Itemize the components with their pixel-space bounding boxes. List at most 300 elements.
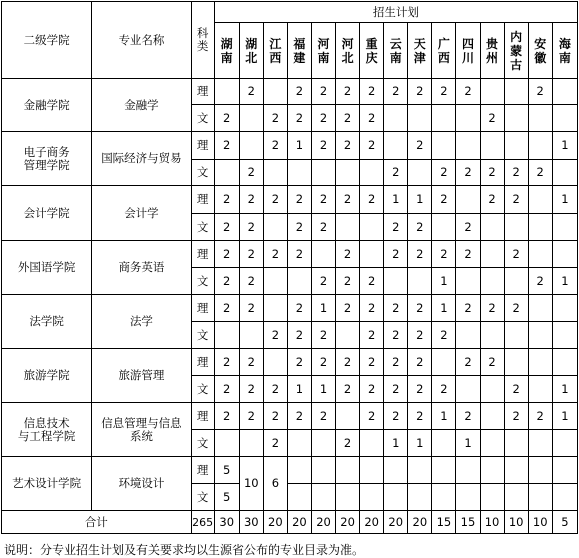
- quota-cell: [456, 376, 480, 403]
- quota-cell: 2: [504, 295, 528, 322]
- quota-cell: [504, 214, 528, 241]
- quota-cell: 1: [408, 186, 432, 214]
- quota-cell: [263, 79, 287, 105]
- quota-cell: 2: [336, 241, 360, 268]
- table-row: [2, 403, 578, 430]
- quota-cell: 1: [552, 186, 577, 214]
- quota-cell: 2: [408, 349, 432, 376]
- quota-cell: 2: [504, 403, 528, 430]
- quota-cell: [311, 241, 335, 268]
- quota-cell: 2: [360, 186, 384, 214]
- quota-cell: 2: [336, 186, 360, 214]
- quota-cell: 2: [528, 403, 552, 430]
- quota-cell: 2: [360, 403, 384, 430]
- quota-cell: 1: [432, 403, 456, 430]
- quota-cell: [239, 132, 263, 160]
- quota-cell: 2: [384, 349, 408, 376]
- enrollment-plan-table: [1, 1, 578, 534]
- quota-cell: 1: [552, 403, 577, 430]
- province-header: 海南: [552, 23, 577, 79]
- quota-cell: 2: [336, 105, 360, 132]
- quota-cell: 2: [408, 241, 432, 268]
- quota-cell: [552, 484, 577, 511]
- total-row: [2, 511, 578, 534]
- header-plan: 招生计划: [214, 2, 577, 23]
- quota-cell: 2: [504, 160, 528, 186]
- quota-cell: 2: [528, 79, 552, 105]
- quota-cell: 2: [214, 214, 239, 241]
- total-cell: 15: [432, 511, 456, 534]
- quota-cell: [408, 160, 432, 186]
- quota-cell: 2: [239, 160, 263, 186]
- quota-cell: 2: [263, 403, 287, 430]
- total-cell: 10: [480, 511, 504, 534]
- quota-cell: [456, 132, 480, 160]
- quota-cell: 2: [432, 322, 456, 349]
- quota-cell: [287, 484, 311, 511]
- total-cell: 20: [311, 511, 335, 534]
- total-cell: 15: [456, 511, 480, 534]
- quota-cell: [336, 322, 360, 349]
- quota-cell: [287, 430, 311, 457]
- quota-cell: 2: [480, 186, 504, 214]
- quota-cell: [528, 349, 552, 376]
- total-cell: 20: [360, 511, 384, 534]
- quota-cell: 2: [287, 349, 311, 376]
- quota-cell: 2: [311, 322, 335, 349]
- quota-cell: 2: [239, 268, 263, 295]
- quota-cell: [480, 484, 504, 511]
- total-cell: 5: [552, 511, 577, 534]
- quota-cell: 2: [239, 403, 263, 430]
- quota-cell: 2: [432, 241, 456, 268]
- quota-cell: [214, 430, 239, 457]
- quota-cell: [528, 322, 552, 349]
- quota-cell: 5: [214, 484, 239, 511]
- quota-cell: [336, 484, 360, 511]
- province-header: 天津: [408, 23, 432, 79]
- quota-cell: 1: [456, 430, 480, 457]
- quota-cell: [263, 268, 287, 295]
- quota-cell: 2: [384, 160, 408, 186]
- college-cell: 会计学院: [2, 186, 92, 241]
- quota-cell: 2: [360, 376, 384, 403]
- table-row: [2, 457, 578, 484]
- quota-cell: [432, 105, 456, 132]
- quota-cell: 2: [214, 295, 239, 322]
- quota-cell: 2: [336, 79, 360, 105]
- quota-cell: 1: [432, 295, 456, 322]
- quota-cell: [408, 268, 432, 295]
- province-header: 广西: [432, 23, 456, 79]
- quota-cell: 1: [384, 430, 408, 457]
- quota-cell: 2: [239, 186, 263, 214]
- quota-cell: 2: [311, 268, 335, 295]
- quota-cell: [552, 322, 577, 349]
- quota-cell: [432, 132, 456, 160]
- quota-cell: 2: [214, 132, 239, 160]
- quota-cell: 2: [456, 403, 480, 430]
- quota-cell: 2: [311, 214, 335, 241]
- quota-cell: [384, 105, 408, 132]
- quota-cell: 1: [432, 268, 456, 295]
- college-cell: 法学院: [2, 295, 92, 349]
- quota-cell: 2: [384, 376, 408, 403]
- province-header: 湖南: [214, 23, 239, 79]
- subject-cell: 理: [191, 132, 214, 160]
- quota-cell: [456, 457, 480, 484]
- quota-cell: [456, 484, 480, 511]
- quota-cell: 2: [287, 403, 311, 430]
- quota-cell: 2: [456, 295, 480, 322]
- quota-cell: [528, 214, 552, 241]
- province-header: 河北: [336, 23, 360, 79]
- quota-cell: 2: [214, 105, 239, 132]
- major-cell: 商务英语: [92, 241, 191, 295]
- quota-cell: 2: [263, 105, 287, 132]
- quota-cell: [384, 132, 408, 160]
- quota-cell: [552, 295, 577, 322]
- quota-cell: [504, 79, 528, 105]
- quota-cell: 2: [239, 376, 263, 403]
- quota-cell: [552, 214, 577, 241]
- quota-cell: 2: [336, 430, 360, 457]
- quota-cell: [360, 214, 384, 241]
- major-cell: 国际经济与贸易: [92, 132, 191, 186]
- quota-cell: [408, 484, 432, 511]
- quota-cell: [311, 430, 335, 457]
- quota-cell: 2: [287, 295, 311, 322]
- quota-cell: 2: [384, 403, 408, 430]
- college-cell: 信息技术 与工程学院: [2, 403, 92, 457]
- quota-cell: 2: [360, 79, 384, 105]
- quota-cell: [504, 484, 528, 511]
- quota-cell: 2: [408, 79, 432, 105]
- quota-cell: 2: [287, 322, 311, 349]
- quota-cell: 2: [287, 105, 311, 132]
- quota-cell: 2: [504, 376, 528, 403]
- quota-cell: 2: [287, 214, 311, 241]
- quota-cell: 2: [239, 79, 263, 105]
- quota-cell: [504, 430, 528, 457]
- quota-cell: [480, 241, 504, 268]
- quota-cell: 2: [311, 186, 335, 214]
- subject-cell: 理: [191, 186, 214, 214]
- quota-cell: [360, 241, 384, 268]
- quota-cell: [360, 160, 384, 186]
- quota-cell: [360, 457, 384, 484]
- subject-cell: 文: [191, 214, 214, 241]
- quota-cell: 2: [528, 268, 552, 295]
- quota-cell: [456, 322, 480, 349]
- total-cell: 20: [336, 511, 360, 534]
- quota-cell: [311, 484, 335, 511]
- province-header: 贵州: [480, 23, 504, 79]
- total-cell: 20: [287, 511, 311, 534]
- quota-cell: [287, 268, 311, 295]
- quota-cell: 2: [311, 132, 335, 160]
- total-cell: 20: [408, 511, 432, 534]
- quota-cell: 2: [384, 241, 408, 268]
- subject-cell: 理: [191, 349, 214, 376]
- quota-cell: [504, 132, 528, 160]
- quota-cell: [528, 295, 552, 322]
- quota-cell: 2: [214, 403, 239, 430]
- footnote: 说明：分专业招生计划及有关要求均以生源省公布的专业目录为准。: [4, 543, 365, 557]
- subject-cell: 理: [191, 241, 214, 268]
- total-cell: 10: [528, 511, 552, 534]
- quota-cell: 2: [360, 132, 384, 160]
- quota-cell: 1: [552, 268, 577, 295]
- college-cell: 艺术设计学院: [2, 457, 92, 511]
- college-cell: 外国语学院: [2, 241, 92, 295]
- quota-cell: [504, 457, 528, 484]
- total-cell: 10: [504, 511, 528, 534]
- subject-cell: 文: [191, 484, 214, 511]
- quota-cell: 1: [311, 376, 335, 403]
- quota-cell: 2: [287, 241, 311, 268]
- subject-cell: 文: [191, 268, 214, 295]
- quota-cell: 2: [480, 295, 504, 322]
- total-cell: 20: [263, 511, 287, 534]
- quota-cell: 2: [214, 186, 239, 214]
- quota-cell: [239, 322, 263, 349]
- quota-cell: 2: [336, 376, 360, 403]
- quota-cell: [552, 457, 577, 484]
- quota-cell: 2: [504, 186, 528, 214]
- quota-cell: 2: [408, 295, 432, 322]
- subject-cell: 理: [191, 295, 214, 322]
- province-header: 重庆: [360, 23, 384, 79]
- quota-cell: 2: [214, 241, 239, 268]
- quota-cell: 2: [480, 349, 504, 376]
- quota-cell: 2: [287, 186, 311, 214]
- province-header: 福建: [287, 23, 311, 79]
- quota-cell: [408, 457, 432, 484]
- province-header: 河南: [311, 23, 335, 79]
- quota-cell: 1: [287, 376, 311, 403]
- quota-cell: 2: [456, 160, 480, 186]
- subject-cell: 理: [191, 457, 214, 484]
- quota-cell: 1: [408, 430, 432, 457]
- province-header: 安徽: [528, 23, 552, 79]
- quota-cell-merged: 10: [239, 457, 263, 511]
- quota-cell: [214, 322, 239, 349]
- quota-cell: [552, 105, 577, 132]
- quota-cell: 2: [480, 160, 504, 186]
- quota-cell: 2: [456, 79, 480, 105]
- quota-cell: [263, 160, 287, 186]
- quota-cell: 2: [263, 430, 287, 457]
- quota-cell: 2: [239, 214, 263, 241]
- quota-cell: 2: [360, 349, 384, 376]
- quota-cell: 2: [456, 349, 480, 376]
- table-row: [2, 349, 578, 376]
- quota-cell: [552, 430, 577, 457]
- subject-cell: 文: [191, 105, 214, 132]
- quota-cell: 2: [504, 241, 528, 268]
- quota-cell: [287, 457, 311, 484]
- quota-cell: [504, 322, 528, 349]
- quota-cell: 2: [528, 160, 552, 186]
- total-cell: 30: [239, 511, 263, 534]
- quota-cell: [263, 214, 287, 241]
- quota-cell: 2: [408, 132, 432, 160]
- quota-cell: [311, 160, 335, 186]
- total-sum: 265: [191, 511, 214, 534]
- quota-cell: [432, 214, 456, 241]
- province-header: 湖北: [239, 23, 263, 79]
- quota-cell: [432, 457, 456, 484]
- plan-table-wrapper: [1, 1, 578, 557]
- quota-cell: 2: [263, 186, 287, 214]
- table-row: [2, 295, 578, 322]
- province-header: 四川: [456, 23, 480, 79]
- quota-cell: 2: [311, 105, 335, 132]
- quota-cell: 2: [239, 295, 263, 322]
- quota-cell: 2: [384, 322, 408, 349]
- quota-cell: [480, 430, 504, 457]
- quota-cell: [528, 186, 552, 214]
- quota-cell: 2: [336, 268, 360, 295]
- quota-cell: 2: [480, 105, 504, 132]
- college-cell: 旅游学院: [2, 349, 92, 403]
- quota-cell: 2: [311, 349, 335, 376]
- major-cell: 会计学: [92, 186, 191, 241]
- quota-cell: [432, 349, 456, 376]
- quota-cell: 2: [214, 268, 239, 295]
- major-cell: 法学: [92, 295, 191, 349]
- quota-cell: [528, 457, 552, 484]
- quota-cell: [528, 430, 552, 457]
- quota-cell: [480, 322, 504, 349]
- major-cell: 信息管理与信息 系统: [92, 403, 191, 457]
- quota-cell: [384, 457, 408, 484]
- table-row: [2, 79, 578, 105]
- quota-cell: [480, 132, 504, 160]
- quota-cell: [480, 457, 504, 484]
- quota-cell: 1: [287, 132, 311, 160]
- quota-cell: [456, 186, 480, 214]
- quota-cell: 2: [311, 403, 335, 430]
- quota-cell: 2: [311, 79, 335, 105]
- major-cell: 环境设计: [92, 457, 191, 511]
- quota-cell: [239, 430, 263, 457]
- province-header: 江西: [263, 23, 287, 79]
- table-row: [2, 132, 578, 160]
- subject-cell: 理: [191, 403, 214, 430]
- quota-cell: [480, 403, 504, 430]
- quota-cell: [552, 241, 577, 268]
- quota-cell: 2: [408, 376, 432, 403]
- college-cell: 电子商务 管理学院: [2, 132, 92, 186]
- quota-cell: [311, 457, 335, 484]
- quota-cell: 2: [263, 322, 287, 349]
- quota-cell: [480, 376, 504, 403]
- quota-cell: 2: [408, 403, 432, 430]
- header-subject: 科类: [191, 2, 214, 79]
- total-cell: 20: [384, 511, 408, 534]
- quota-cell: [287, 160, 311, 186]
- quota-cell: 2: [408, 214, 432, 241]
- quota-cell: 2: [432, 79, 456, 105]
- quota-cell: [336, 457, 360, 484]
- quota-cell: [384, 484, 408, 511]
- quota-cell: 1: [552, 376, 577, 403]
- subject-cell: 文: [191, 376, 214, 403]
- quota-cell: 2: [456, 241, 480, 268]
- quota-cell: [528, 376, 552, 403]
- quota-cell: 2: [360, 295, 384, 322]
- quota-cell: 2: [336, 349, 360, 376]
- quota-cell: 2: [456, 214, 480, 241]
- quota-cell: 1: [384, 186, 408, 214]
- quota-cell: 2: [384, 79, 408, 105]
- quota-cell: [336, 403, 360, 430]
- quota-cell: 2: [336, 132, 360, 160]
- table-row: [2, 186, 578, 214]
- quota-cell: [480, 79, 504, 105]
- quota-cell: [214, 160, 239, 186]
- quota-cell: 2: [384, 295, 408, 322]
- quota-cell: 2: [432, 186, 456, 214]
- quota-cell: 2: [360, 322, 384, 349]
- quota-cell: [504, 268, 528, 295]
- quota-cell: [504, 349, 528, 376]
- quota-cell: [336, 214, 360, 241]
- quota-cell: [432, 430, 456, 457]
- quota-cell: 5: [214, 457, 239, 484]
- quota-cell: [552, 160, 577, 186]
- quota-cell: 2: [432, 160, 456, 186]
- quota-cell: 1: [552, 132, 577, 160]
- header-college: 二级学院: [2, 2, 92, 79]
- subject-cell: 文: [191, 322, 214, 349]
- subject-cell: 文: [191, 430, 214, 457]
- quota-cell: 2: [287, 79, 311, 105]
- subject-cell: 文: [191, 160, 214, 186]
- quota-cell: 2: [408, 322, 432, 349]
- quota-cell: [480, 214, 504, 241]
- quota-cell: [336, 160, 360, 186]
- quota-cell: [263, 295, 287, 322]
- header-major: 专业名称: [92, 2, 191, 79]
- quota-cell: 2: [384, 214, 408, 241]
- province-header: 云南: [384, 23, 408, 79]
- college-cell: 金融学院: [2, 79, 92, 132]
- quota-cell: 2: [214, 349, 239, 376]
- quota-cell: [552, 79, 577, 105]
- quota-cell: [528, 105, 552, 132]
- total-label: 合计: [2, 511, 192, 534]
- quota-cell: 2: [263, 132, 287, 160]
- quota-cell: [528, 484, 552, 511]
- major-cell: 金融学: [92, 79, 191, 132]
- quota-cell: [214, 79, 239, 105]
- quota-cell: 2: [336, 295, 360, 322]
- province-header: 内蒙古: [504, 23, 528, 79]
- quota-cell: [456, 105, 480, 132]
- quota-cell: 2: [214, 376, 239, 403]
- quota-cell: 2: [239, 349, 263, 376]
- quota-cell: [480, 268, 504, 295]
- quota-cell: 2: [239, 241, 263, 268]
- quota-cell: [360, 430, 384, 457]
- quota-cell: [263, 349, 287, 376]
- quota-cell: 2: [263, 241, 287, 268]
- quota-cell-merged: 6: [263, 457, 287, 511]
- quota-cell: [456, 268, 480, 295]
